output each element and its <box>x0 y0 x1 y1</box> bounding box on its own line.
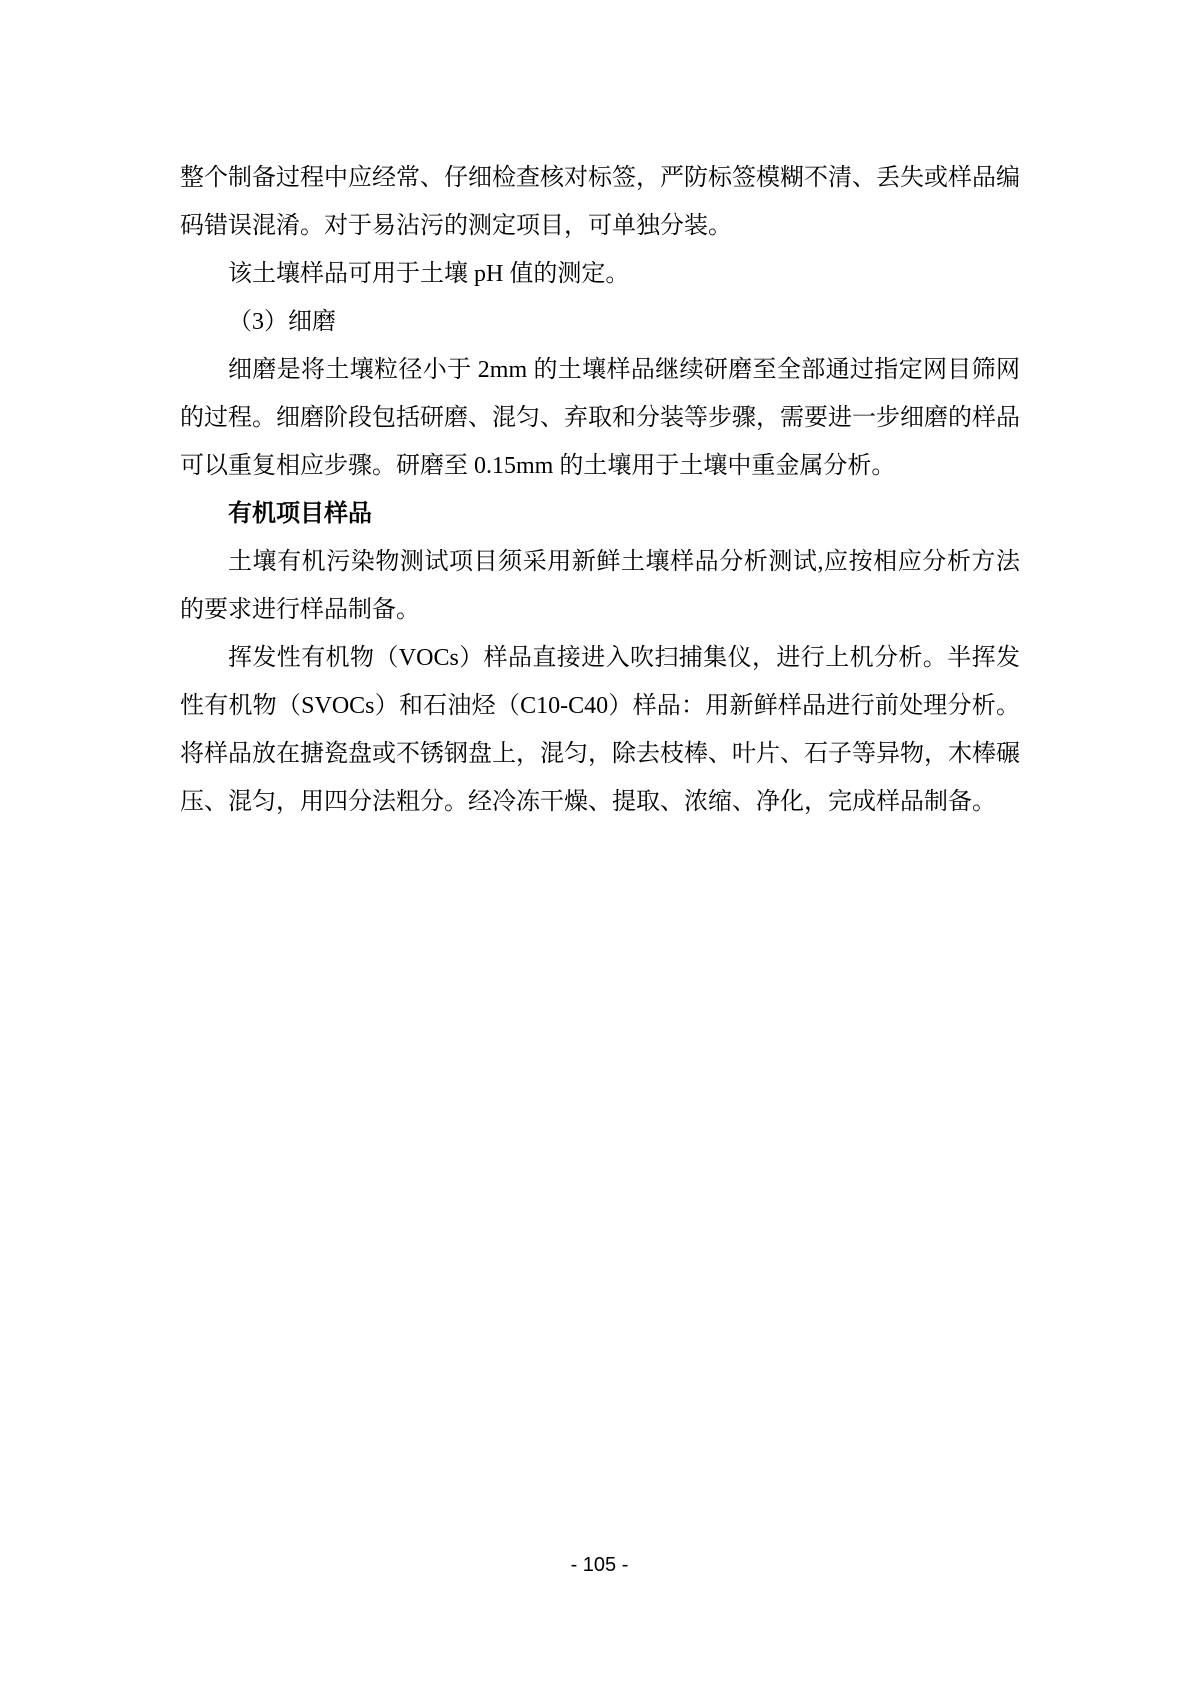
page-number: - 105 - <box>570 1554 629 1576</box>
list-item-fine-grinding-title: （3）细磨 <box>228 309 336 335</box>
body-paragraph-organic-intro: 土壤有机污染物测试项目须采用新鲜土壤样品分析测试,应按相应分析方法的要求进行样品制备。 <box>180 549 1020 623</box>
body-paragraph-fine-grinding: 细磨是将土壤粒径小于 2mm 的土壤样品继续研磨至全部通过指定网目筛网的过程。细磨阶段包括研磨、混匀、弃取和分装等步骤，需要进一步细磨的样品可以重复相应步骤。研磨至 0.15mm 的土壤用于土壤中重金属分析。 <box>180 357 1020 479</box>
body-paragraph-continuation: 整个制备过程中应经常、仔细检查核对标签，严防标签模糊不清、丢失或样品编码错误混淆。对于易沾污的测定项目，可单独分装。 <box>180 165 1020 239</box>
body-paragraph-ph-note: 该土壤样品可用于土壤 pH 值的测定。 <box>228 261 630 287</box>
body-paragraph-voc-svoc: 挥发性有机物（VOCs）样品直接进入吹扫捕集仪，进行上机分析。半挥发性有机物（SVOCs）和石油烃（C10-C40）样品：用新鲜样品进行前处理分析。将样品放在搪瓷盘或不锈钢盘上，混匀，除去枝棒、叶片、石子等异物，木棒碾压、混匀，用四分法粗分。经冷冻干燥、提取、浓缩、净化，完成样品制备。 <box>180 645 1020 815</box>
section-heading-organic-samples: 有机项目样品 <box>228 501 372 527</box>
page-footer <box>0 1553 1199 1577</box>
document-body <box>180 154 1020 826</box>
